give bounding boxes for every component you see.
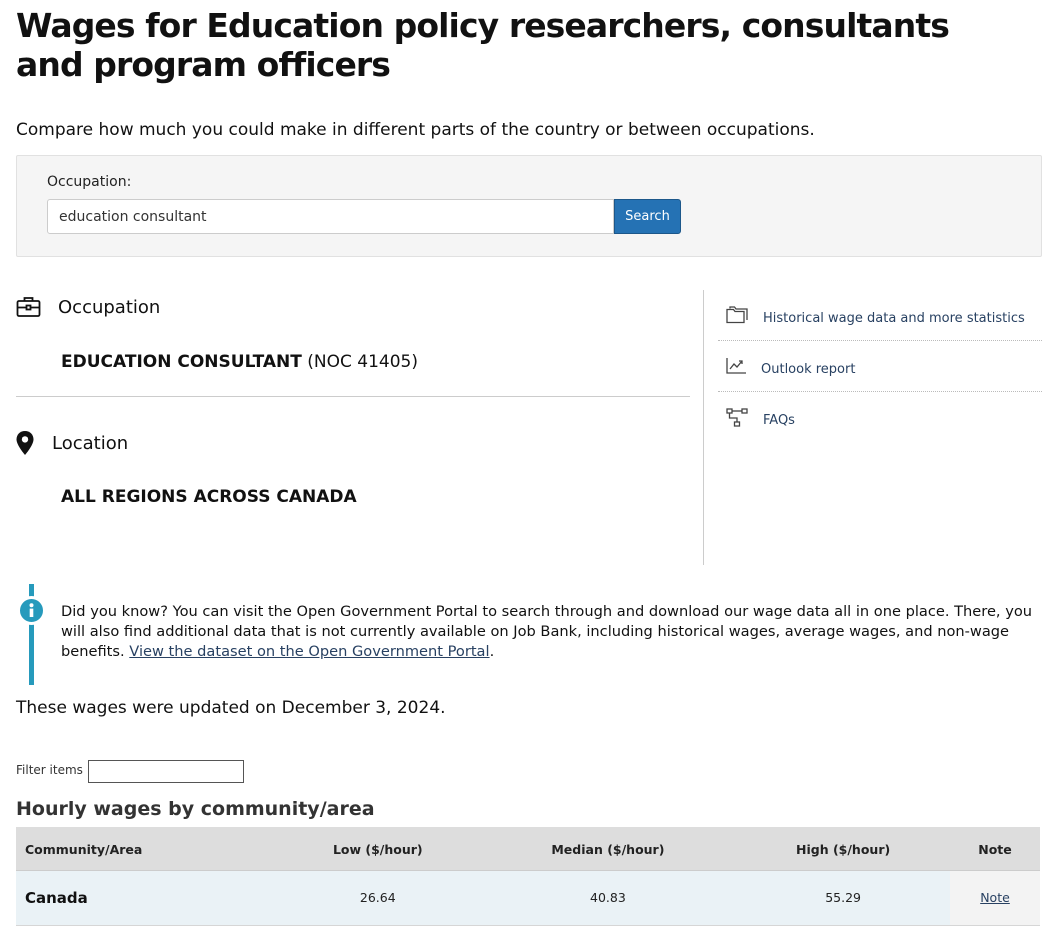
link-historical-wage-data[interactable] bbox=[718, 290, 1042, 341]
note-link[interactable]: Note bbox=[980, 890, 1010, 905]
link-faqs[interactable] bbox=[718, 392, 1042, 443]
occupation-heading bbox=[16, 296, 160, 318]
wages-updated-text: These wages were updated on December 3, 2024. bbox=[16, 698, 446, 718]
page-title: Wages for Education policy researchers, consultants and program officers bbox=[16, 6, 949, 84]
link-faqs-label[interactable]: FAQs bbox=[763, 413, 795, 428]
header-note: Note bbox=[950, 827, 1040, 870]
section-divider bbox=[16, 396, 690, 397]
column-divider bbox=[703, 290, 704, 565]
hourly-wages-table bbox=[16, 827, 1040, 926]
location-heading bbox=[16, 431, 128, 455]
cell-high: 55.29 bbox=[736, 870, 950, 925]
occupation-search-label: Occupation: bbox=[47, 174, 132, 190]
location-heading-label: Location bbox=[52, 432, 129, 454]
cell-area: Canada bbox=[16, 870, 276, 925]
trend-chart-icon bbox=[726, 357, 747, 375]
sitemap-icon bbox=[726, 408, 749, 428]
filter-items-input[interactable] bbox=[88, 760, 244, 783]
intro-text: Compare how much you could make in different parts of the country or between occupations. bbox=[16, 120, 815, 140]
occupation-search-input[interactable] bbox=[47, 199, 614, 234]
cell-median: 40.83 bbox=[480, 870, 737, 925]
occupation-name: EDUCATION CONSULTANT bbox=[61, 352, 302, 372]
info-callout-text bbox=[61, 602, 1036, 662]
search-button[interactable]: Search bbox=[614, 199, 681, 234]
table-header-row bbox=[16, 827, 1040, 870]
related-links bbox=[718, 290, 1042, 443]
occupation-heading-label: Occupation bbox=[58, 296, 161, 318]
header-high[interactable]: High ($/hour) bbox=[736, 827, 950, 870]
info-callout-suffix: . bbox=[489, 643, 495, 660]
link-historical-wage-data-label[interactable]: Historical wage data and more statistics bbox=[763, 310, 1025, 326]
link-outlook-report[interactable] bbox=[718, 341, 1042, 392]
header-community-area[interactable]: Community/Area bbox=[16, 827, 276, 870]
filter-items-label: Filter items bbox=[16, 763, 83, 777]
table-title: Hourly wages by community/area bbox=[16, 798, 375, 820]
folder-icon bbox=[726, 306, 749, 325]
occupation-value bbox=[61, 352, 418, 372]
cell-note bbox=[950, 870, 1040, 925]
header-low[interactable]: Low ($/hour) bbox=[276, 827, 480, 870]
briefcase-icon bbox=[16, 296, 41, 318]
info-callout-body: Did you know? You can visit the Open Government Portal to search through and download our wage data all in one place. There, you will also find additional data that is not currently available on Job Bank, including historical wages, average wages, and non-wage benefits. bbox=[61, 603, 1033, 660]
noc-code: (NOC 41405) bbox=[307, 352, 418, 372]
link-outlook-report-label[interactable]: Outlook report bbox=[761, 361, 856, 377]
search-panel bbox=[16, 155, 1042, 257]
cell-low: 26.64 bbox=[276, 870, 480, 925]
open-government-dataset-link[interactable]: View the dataset on the Open Government Portal bbox=[129, 643, 490, 660]
info-icon bbox=[17, 596, 46, 625]
map-pin-icon bbox=[16, 431, 34, 455]
table-row bbox=[16, 870, 1040, 925]
header-median[interactable]: Median ($/hour) bbox=[480, 827, 737, 870]
location-value: ALL REGIONS ACROSS CANADA bbox=[61, 487, 357, 507]
